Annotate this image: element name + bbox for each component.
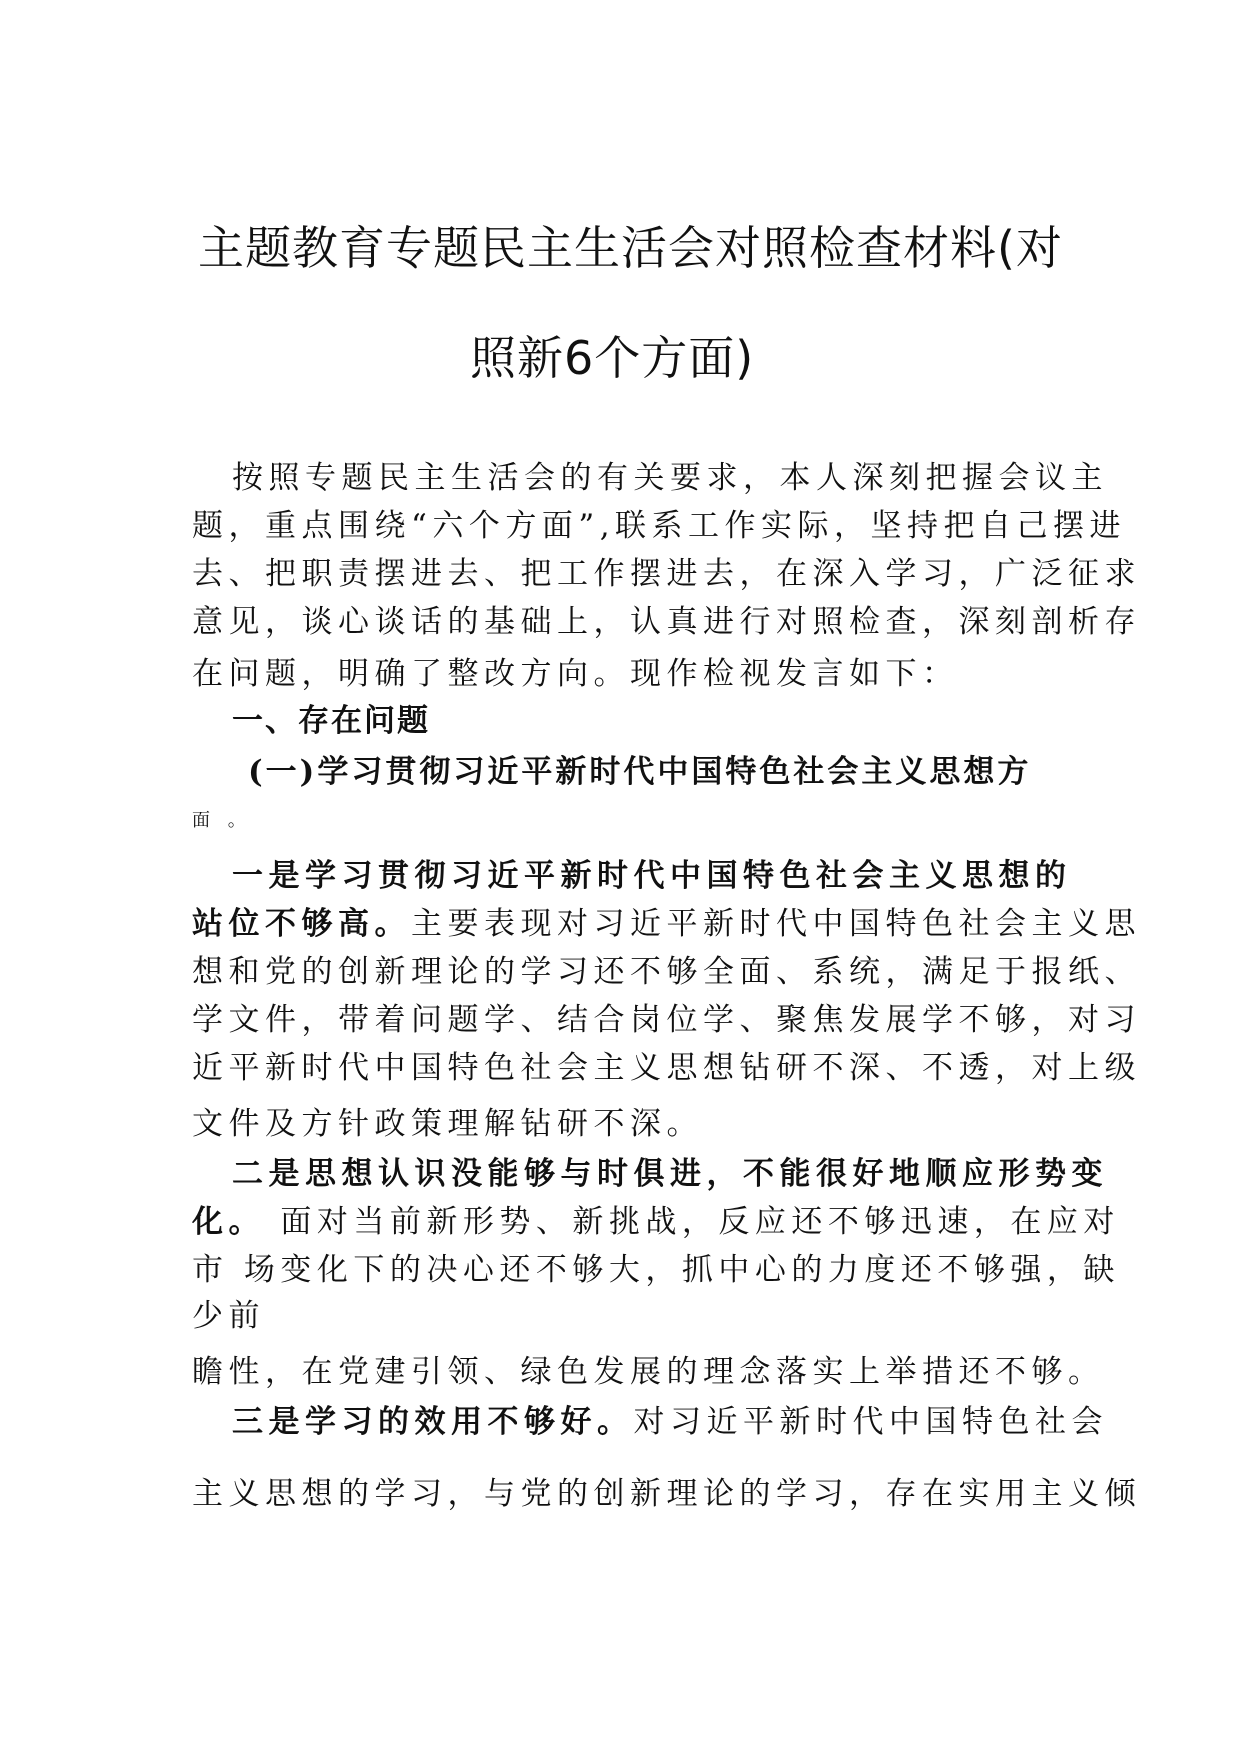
subsection-heading-1-tail: 面 。: [192, 810, 252, 831]
point2-line5: 瞻性，在党建引领、绿色发展的理念落实上举措还不够。: [192, 1354, 1105, 1390]
point1-line2: [192, 898, 1141, 943]
point2-text-line2: 面对当前新形势、新挑战，反应还不够迅速，在应对: [265, 1204, 1120, 1240]
point1-heading-line1: 一是学习贯彻习近平新时代中国特色社会主义思想的: [232, 858, 1072, 894]
intro-line-4: 意见，谈心谈话的基础上，认真进行对照检查，深刻剖析存: [192, 604, 1141, 640]
section-heading-1: 一、存在问题: [232, 703, 430, 739]
point3-line2: 主义思想的学习，与党的创新理论的学习，存在实用主义倾: [192, 1476, 1141, 1512]
intro-line-2: 题，重点围绕“六个方面”,联系工作实际，坚持把自己摆进: [192, 508, 1127, 544]
point1-line6: 文件及方针政策理解钻研不深。: [192, 1106, 703, 1142]
point1-line4: 学文件，带着问题学、结合岗位学、聚焦发展学不够，对习: [192, 1002, 1141, 1038]
intro-line-3: 去、把职责摆进去、把工作摆进去，在深入学习，广泛征求: [192, 556, 1141, 592]
point1-heading-line2: 站位不够高。: [192, 906, 411, 942]
point3-heading: 三是学习的效用不够好。: [232, 1404, 634, 1440]
subsection-heading-1: (一)学习贯彻习近平新时代中国特色社会主义思想方: [248, 754, 1032, 790]
document-title-line2: 照新6个方面): [470, 331, 755, 385]
point1-line3: 想和党的创新理论的学习还不够全面、系统，满足于报纸、: [192, 954, 1141, 990]
point2-heading-line1: 二是思想认识没能够与时俱进，不能很好地顺应形势变: [232, 1156, 1108, 1192]
point2-line4: 少前: [192, 1298, 265, 1334]
document-title-line1: 主题教育专题民主生活会对照检查材料(对: [198, 221, 1063, 275]
point3-line1: [232, 1396, 1108, 1441]
intro-line-5: 在问题，明确了整改方向。现作检视发言如下：: [192, 656, 959, 692]
point1-text-line2: 主要表现对习近平新时代中国特色社会主义思: [411, 906, 1141, 942]
point2-line2: [192, 1196, 1120, 1241]
point2-heading-line2: 化。: [192, 1204, 265, 1240]
point3-text-line1: 对习近平新时代中国特色社会: [633, 1404, 1108, 1440]
intro-line-1: 按照专题民主生活会的有关要求，本人深刻把握会议主: [232, 460, 1108, 496]
point1-line5: 近平新时代中国特色社会主义思想钻研不深、不透，对上级: [192, 1050, 1141, 1086]
point2-line3: 市 场变化下的决心还不够大，抓中心的力度还不够强，缺: [192, 1252, 1120, 1288]
